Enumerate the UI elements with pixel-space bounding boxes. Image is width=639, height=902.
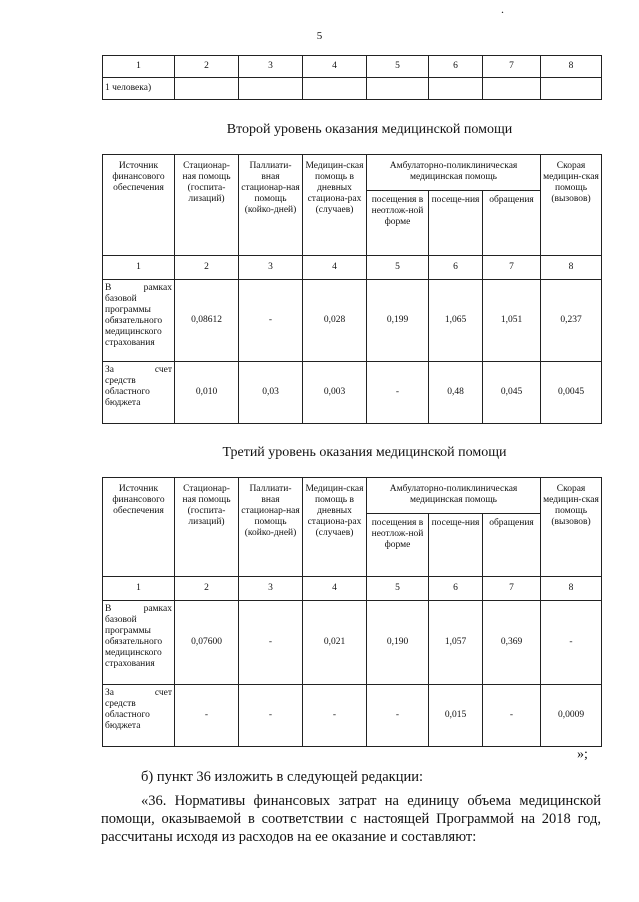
source-cell: За счет средств областного бюджета (103, 362, 175, 424)
value-cell: - (175, 685, 239, 747)
value-cell: 0,0009 (541, 685, 602, 747)
value-cell: - (367, 362, 429, 424)
paragraph-36: «36. Нормативы финансовых затрат на единицу объема медицинской помощи, оказываемой в соответствии с настоящей Программой на 2018 год, рассчитаны исходя из расходов на ее оказание и составляют: (101, 793, 601, 845)
value-cell: 0,021 (303, 601, 367, 685)
header-amb-appeals: обращения (483, 191, 541, 256)
header-ambulance: Скорая медицин-ская помощь (вызовов) (541, 155, 602, 256)
col-num-2: 2 (175, 56, 239, 78)
value-cell: 0,015 (429, 685, 483, 747)
table-row (103, 362, 602, 424)
source-cell: В рамках базовой программы обязательного медицинского страхования (103, 601, 175, 685)
value-cell: - (541, 601, 602, 685)
header-ambulatory: Амбулаторно-поликлиническая медицинская помощь (367, 155, 541, 191)
header-amb-visits: посеще-ния (429, 191, 483, 256)
level3-table (102, 477, 602, 747)
value-cell: 0,03 (239, 362, 303, 424)
column-number-row: 1 2 3 4 5 6 7 8 (103, 577, 602, 601)
header-day-hospital: Медицин-ская помощь в дневных стациона-рах (случаев) (303, 478, 367, 577)
quote-end-mark: »; (577, 747, 588, 762)
header-palliative: Паллиати-вная стационар-ная помощь (койко-дней) (239, 478, 303, 577)
table-row (103, 685, 602, 747)
col-num-4: 4 (303, 56, 367, 78)
header-amb-visits: посеще-ния (429, 514, 483, 577)
stray-dot: . (501, 2, 504, 16)
header-row (103, 155, 602, 191)
col-num-3: 3 (239, 56, 303, 78)
value-cell: 1,057 (429, 601, 483, 685)
source-cell: В рамках базовой программы обязательного медицинского страхования (103, 280, 175, 362)
value-cell: 0,028 (303, 280, 367, 362)
header-row (103, 478, 602, 514)
level2-title: Второй уровень оказания медицинской помощи (226, 122, 513, 137)
value-cell: 1,051 (483, 280, 541, 362)
value-cell: - (483, 685, 541, 747)
col-num-7: 7 (483, 56, 541, 78)
value-cell: 0,190 (367, 601, 429, 685)
col-num-1: 1 (103, 56, 175, 78)
header-ambulance: Скорая медицин-ская помощь (вызовов) (541, 478, 602, 577)
value-cell: 0,0045 (541, 362, 602, 424)
value-cell: - (239, 601, 303, 685)
continuation-table (102, 55, 602, 100)
value-cell: 0,003 (303, 362, 367, 424)
header-palliative: Паллиати-вная стационар-ная помощь (койко-дней) (239, 155, 303, 256)
value-cell: 0,369 (483, 601, 541, 685)
value-cell: 0,08612 (175, 280, 239, 362)
value-cell: - (303, 685, 367, 747)
page-number: 5 (316, 30, 323, 42)
value-cell: - (367, 685, 429, 747)
value-cell: 0,010 (175, 362, 239, 424)
col-num-6: 6 (429, 56, 483, 78)
value-cell: - (239, 685, 303, 747)
level3-title: Третий уровень оказания медицинской помощи (222, 445, 507, 460)
header-amb-urgent: посещения в неотлож-ной форме (367, 514, 429, 577)
paragraph-item-b: б) пункт 36 изложить в следующей редакции: (141, 769, 423, 785)
header-source: Источник финансового обеспечения (103, 155, 175, 256)
value-cell: 0,237 (541, 280, 602, 362)
column-number-row: 1 2 3 4 5 6 7 8 (103, 256, 602, 280)
header-amb-appeals: обращения (483, 514, 541, 577)
table-row (103, 78, 602, 100)
value-cell: 0,199 (367, 280, 429, 362)
col-num-8: 8 (541, 56, 602, 78)
col-num-5: 5 (367, 56, 429, 78)
header-source: Источник финансового обеспечения (103, 478, 175, 577)
level2-table (102, 154, 602, 424)
value-cell: 1,065 (429, 280, 483, 362)
header-inpatient: Стационар-ная помощь (госпита-лизаций) (175, 478, 239, 577)
header-inpatient: Стационар-ная помощь (госпита-лизаций) (175, 155, 239, 256)
table-row (103, 601, 602, 685)
value-cell: - (239, 280, 303, 362)
row-text: 1 человека) (103, 78, 175, 100)
value-cell: 0,07600 (175, 601, 239, 685)
column-number-row (103, 56, 602, 78)
header-amb-urgent: посещения в неотлож-ной форме (367, 191, 429, 256)
source-cell: За счет средств областного бюджета (103, 685, 175, 747)
value-cell: 0,045 (483, 362, 541, 424)
value-cell: 0,48 (429, 362, 483, 424)
header-day-hospital: Медицин-ская помощь в дневных стациона-рах (случаев) (303, 155, 367, 256)
table-row (103, 280, 602, 362)
header-ambulatory: Амбулаторно-поликлиническая медицинская помощь (367, 478, 541, 514)
